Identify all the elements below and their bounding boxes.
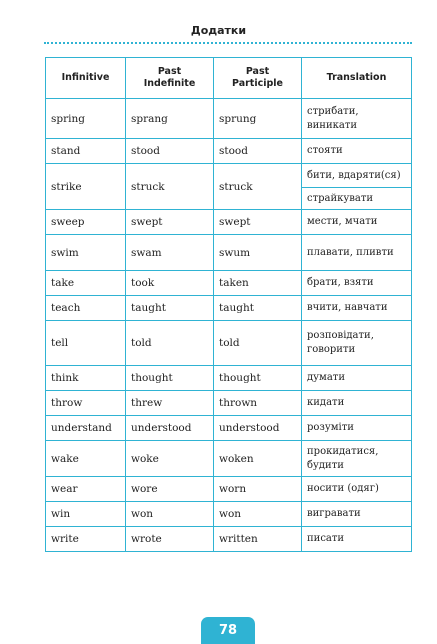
header-translation: Translation (302, 58, 412, 99)
cell-pp: stood (214, 139, 302, 164)
table-row (46, 416, 412, 441)
cell-past: taught (126, 296, 214, 321)
table-row (46, 527, 412, 552)
cell-past: understood (126, 416, 214, 441)
irregular-verbs-table (45, 57, 412, 552)
cell-inf: stand (46, 139, 126, 164)
cell-inf: understand (46, 416, 126, 441)
cell-pp: understood (214, 416, 302, 441)
cell-pp: told (214, 321, 302, 366)
cell-translation: бити, вдаряти(ся) (302, 164, 412, 188)
cell-translation: мести, мчати (302, 210, 412, 235)
cell-past: told (126, 321, 214, 366)
cell-past: sprang (126, 99, 214, 139)
cell-pp: taken (214, 271, 302, 296)
table-row (46, 99, 412, 139)
cell-pp: woken (214, 441, 302, 477)
cell-pp: written (214, 527, 302, 552)
table-row (46, 271, 412, 296)
table-row (46, 296, 412, 321)
table-row (46, 477, 412, 502)
cell-inf: spring (46, 99, 126, 139)
cell-pp: sprung (214, 99, 302, 139)
cell-pp: swept (214, 210, 302, 235)
cell-translation: думати (302, 366, 412, 391)
header-past-indefinite: Past Indefinite (126, 58, 214, 99)
cell-translation: брати, взяти (302, 271, 412, 296)
header-past-participle: Past Participle (214, 58, 302, 99)
cell-past: won (126, 502, 214, 527)
cell-past: wore (126, 477, 214, 502)
header-infinitive: Infinitive (46, 58, 126, 99)
cell-translation: розуміти (302, 416, 412, 441)
table-row (46, 139, 412, 164)
cell-inf: wake (46, 441, 126, 477)
cell-past: woke (126, 441, 214, 477)
cell-inf: take (46, 271, 126, 296)
cell-inf: tell (46, 321, 126, 366)
cell-past: wrote (126, 527, 214, 552)
header-divider (44, 42, 412, 44)
table-row (46, 366, 412, 391)
table-row (46, 210, 412, 235)
cell-inf: win (46, 502, 126, 527)
cell-pp: swum (214, 235, 302, 271)
table-row (46, 235, 412, 271)
cell-translation: вчити, навчати (302, 296, 412, 321)
cell-pp: taught (214, 296, 302, 321)
cell-past: took (126, 271, 214, 296)
table-body (46, 99, 412, 552)
cell-pp: worn (214, 477, 302, 502)
cell-pp: struck (214, 164, 302, 210)
page-number: 78 (201, 617, 255, 644)
table-row (46, 391, 412, 416)
cell-past: swept (126, 210, 214, 235)
table-row (46, 441, 412, 477)
table-row (46, 164, 412, 188)
cell-inf: write (46, 527, 126, 552)
cell-inf: wear (46, 477, 126, 502)
page-title: Додатки (190, 24, 247, 37)
cell-translation: стрибати, виникати (302, 99, 412, 139)
cell-inf: think (46, 366, 126, 391)
cell-past: stood (126, 139, 214, 164)
cell-translation: вигравати (302, 502, 412, 527)
cell-inf: throw (46, 391, 126, 416)
cell-translation: прокидатися, будити (302, 441, 412, 477)
cell-past: swam (126, 235, 214, 271)
cell-pp: thought (214, 366, 302, 391)
cell-past: thought (126, 366, 214, 391)
cell-translation: носити (одяг) (302, 477, 412, 502)
cell-pp: thrown (214, 391, 302, 416)
cell-translation: кидати (302, 391, 412, 416)
cell-translation: стояти (302, 139, 412, 164)
cell-translation-alt: страйкувати (302, 188, 412, 210)
table-header-row (46, 58, 412, 99)
cell-translation: розповідати, говорити (302, 321, 412, 366)
cell-translation: писати (302, 527, 412, 552)
cell-translation: плавати, пливти (302, 235, 412, 271)
cell-pp: won (214, 502, 302, 527)
cell-inf: strike (46, 164, 126, 210)
cell-past: threw (126, 391, 214, 416)
table-row (46, 321, 412, 366)
cell-past: struck (126, 164, 214, 210)
cell-inf: sweep (46, 210, 126, 235)
table-row (46, 502, 412, 527)
cell-inf: swim (46, 235, 126, 271)
cell-inf: teach (46, 296, 126, 321)
